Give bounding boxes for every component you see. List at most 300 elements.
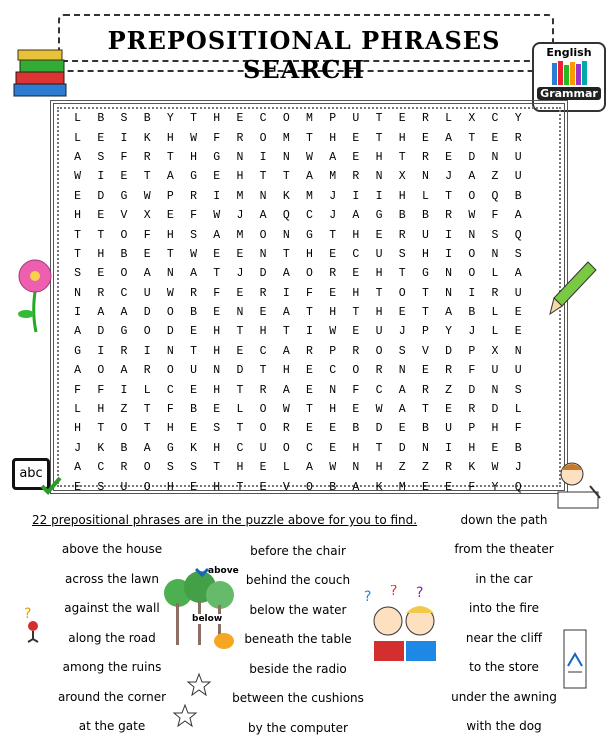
grid-letter[interactable]: H (213, 344, 221, 358)
grid-letter[interactable]: B (97, 112, 105, 126)
grid-letter[interactable]: V (282, 480, 290, 494)
grid-letter[interactable]: L (74, 131, 82, 145)
grid-letter[interactable]: R (143, 150, 151, 164)
grid-letter[interactable]: S (514, 247, 522, 261)
grid-letter[interactable]: E (166, 209, 174, 223)
grid-letter[interactable]: H (74, 209, 82, 223)
grid-letter[interactable]: E (421, 131, 429, 145)
grid-letter[interactable]: R (352, 344, 360, 358)
grid-letter[interactable]: T (74, 228, 82, 242)
grid-letter[interactable]: U (421, 228, 429, 242)
grid-letter[interactable]: F (514, 422, 522, 436)
grid-letter[interactable]: I (97, 344, 105, 358)
grid-letter[interactable]: G (120, 189, 128, 203)
grid-letter[interactable]: R (445, 364, 453, 378)
grid-letter[interactable]: A (120, 306, 128, 320)
grid-letter[interactable]: R (259, 286, 267, 300)
grid-letter[interactable]: R (120, 461, 128, 475)
grid-letter[interactable]: B (514, 189, 522, 203)
grid-letter[interactable]: E (491, 131, 499, 145)
grid-letter[interactable]: C (329, 364, 337, 378)
grid-letter[interactable]: N (236, 150, 244, 164)
grid-letter[interactable]: H (166, 422, 174, 436)
grid-letter[interactable]: E (97, 267, 105, 281)
grid-letter[interactable]: C (306, 441, 313, 455)
grid-letter[interactable]: Y (491, 480, 499, 494)
grid-letter[interactable]: L (514, 403, 522, 417)
grid-letter[interactable]: O (282, 112, 290, 126)
grid-letter[interactable]: E (352, 267, 360, 281)
grid-letter[interactable]: T (259, 170, 267, 184)
grid-letter[interactable]: O (398, 286, 406, 300)
grid-letter[interactable]: P (421, 325, 429, 339)
grid-letter[interactable]: K (468, 461, 476, 475)
grid-letter[interactable]: W (282, 403, 290, 417)
grid-letter[interactable]: F (213, 131, 221, 145)
grid-letter[interactable]: E (213, 247, 221, 261)
grid-letter[interactable]: D (259, 267, 267, 281)
grid-letter[interactable]: Z (445, 383, 453, 397)
grid-letter[interactable]: E (352, 403, 360, 417)
grid-letter[interactable]: J (398, 325, 406, 339)
grid-letter[interactable]: Z (120, 403, 128, 417)
grid-letter[interactable]: T (143, 170, 151, 184)
grid-letter[interactable]: R (421, 383, 429, 397)
grid-letter[interactable]: D (398, 441, 406, 455)
grid-letter[interactable]: A (190, 267, 197, 281)
grid-letter[interactable]: R (259, 383, 267, 397)
grid-letter[interactable]: N (236, 306, 244, 320)
grid-letter[interactable]: E (74, 480, 82, 494)
grid-letter[interactable]: E (213, 170, 221, 184)
grid-letter[interactable]: L (491, 306, 499, 320)
grid-letter[interactable]: D (97, 325, 105, 339)
grid-letter[interactable]: U (514, 286, 522, 300)
grid-letter[interactable]: M (282, 131, 290, 145)
grid-letter[interactable]: E (352, 131, 360, 145)
grid-letter[interactable]: T (421, 403, 429, 417)
grid-letter[interactable]: H (213, 325, 221, 339)
grid-letter[interactable]: W (329, 461, 337, 475)
grid-letter[interactable]: X (468, 112, 476, 126)
grid-letter[interactable]: H (213, 441, 221, 455)
grid-letter[interactable]: T (375, 441, 383, 455)
grid-letter[interactable]: T (282, 247, 290, 261)
grid-letter[interactable]: H (190, 150, 197, 164)
grid-letter[interactable]: I (259, 150, 267, 164)
grid-letter[interactable]: T (97, 228, 105, 242)
grid-letter[interactable]: R (236, 131, 244, 145)
grid-letter[interactable]: W (190, 131, 197, 145)
grid-letter[interactable]: T (306, 403, 313, 417)
grid-letter[interactable]: H (97, 403, 105, 417)
grid-letter[interactable]: O (352, 364, 360, 378)
grid-letter[interactable]: I (120, 383, 128, 397)
grid-letter[interactable]: M (306, 189, 313, 203)
grid-letter[interactable]: R (445, 209, 453, 223)
grid-letter[interactable]: W (143, 189, 151, 203)
grid-letter[interactable]: U (352, 112, 360, 126)
grid-letter[interactable]: N (213, 364, 221, 378)
grid-letter[interactable]: O (97, 364, 105, 378)
grid-letter[interactable]: O (468, 247, 476, 261)
grid-letter[interactable]: B (352, 422, 360, 436)
grid-letter[interactable]: A (329, 150, 337, 164)
grid-letter[interactable]: O (375, 344, 383, 358)
grid-letter[interactable]: E (329, 286, 337, 300)
grid-letter[interactable]: T (190, 112, 197, 126)
grid-letter[interactable]: D (375, 422, 383, 436)
grid-letter[interactable]: S (166, 461, 174, 475)
grid-letter[interactable]: H (352, 286, 360, 300)
grid-letter[interactable]: B (190, 403, 197, 417)
grid-letter[interactable]: N (491, 383, 499, 397)
grid-letter[interactable]: T (306, 131, 313, 145)
grid-letter[interactable]: P (329, 112, 337, 126)
grid-letter[interactable]: L (74, 403, 82, 417)
grid-letter[interactable]: E (514, 325, 522, 339)
grid-letter[interactable]: N (421, 170, 429, 184)
grid-letter[interactable]: T (375, 112, 383, 126)
grid-letter[interactable]: G (74, 344, 82, 358)
grid-letter[interactable]: Q (514, 228, 522, 242)
grid-letter[interactable]: T (398, 267, 406, 281)
grid-letter[interactable]: I (445, 228, 453, 242)
grid-letter[interactable]: E (329, 441, 337, 455)
grid-letter[interactable]: U (375, 247, 383, 261)
grid-letter[interactable]: G (190, 170, 197, 184)
grid-letter[interactable]: U (190, 364, 197, 378)
grid-letter[interactable]: I (282, 286, 290, 300)
grid-letter[interactable]: Z (398, 461, 406, 475)
grid-letter[interactable]: E (236, 344, 244, 358)
grid-letter[interactable]: B (468, 306, 476, 320)
grid-letter[interactable]: F (468, 480, 476, 494)
grid-letter[interactable]: M (329, 170, 337, 184)
grid-letter[interactable]: T (352, 306, 360, 320)
grid-letter[interactable]: Y (166, 112, 174, 126)
grid-letter[interactable]: H (74, 422, 82, 436)
grid-letter[interactable]: L (74, 112, 82, 126)
grid-letter[interactable]: M (236, 228, 244, 242)
grid-letter[interactable]: A (282, 306, 290, 320)
grid-letter[interactable]: N (282, 150, 290, 164)
grid-letter[interactable]: C (259, 112, 267, 126)
grid-letter[interactable]: N (421, 441, 429, 455)
grid-letter[interactable]: N (445, 286, 453, 300)
grid-letter[interactable]: Q (514, 480, 522, 494)
grid-letter[interactable]: T (236, 383, 244, 397)
grid-letter[interactable]: O (259, 228, 267, 242)
grid-letter[interactable]: N (74, 286, 82, 300)
grid-letter[interactable]: Y (514, 112, 522, 126)
grid-letter[interactable]: G (166, 441, 174, 455)
grid-letter[interactable]: W (190, 247, 197, 261)
grid-letter[interactable]: D (143, 306, 151, 320)
grid-letter[interactable]: A (514, 267, 522, 281)
grid-letter[interactable]: R (329, 267, 337, 281)
grid-letter[interactable]: H (491, 422, 499, 436)
grid-letter[interactable]: G (421, 267, 429, 281)
grid-letter[interactable]: M (398, 480, 406, 494)
grid-letter[interactable]: E (352, 150, 360, 164)
grid-letter[interactable]: U (445, 422, 453, 436)
grid-letter[interactable]: I (468, 286, 476, 300)
grid-letter[interactable]: I (143, 344, 151, 358)
grid-letter[interactable]: W (468, 209, 476, 223)
grid-letter[interactable]: O (166, 306, 174, 320)
grid-letter[interactable]: R (190, 286, 197, 300)
grid-letter[interactable]: F (74, 383, 82, 397)
grid-letter[interactable]: J (329, 189, 337, 203)
grid-letter[interactable]: H (398, 189, 406, 203)
grid-letter[interactable]: E (398, 422, 406, 436)
grid-letter[interactable]: F (306, 286, 313, 300)
grid-letter[interactable]: G (120, 325, 128, 339)
grid-letter[interactable]: E (143, 247, 151, 261)
grid-letter[interactable]: W (306, 150, 313, 164)
grid-letter[interactable]: Q (491, 189, 499, 203)
grid-letter[interactable]: U (491, 364, 499, 378)
grid-letter[interactable]: H (421, 247, 429, 261)
grid-letter[interactable]: N (375, 170, 383, 184)
grid-letter[interactable]: K (375, 480, 383, 494)
grid-letter[interactable]: R (306, 344, 313, 358)
grid-letter[interactable]: M (236, 189, 244, 203)
grid-letter[interactable]: R (421, 112, 429, 126)
grid-letter[interactable]: F (213, 286, 221, 300)
grid-letter[interactable]: T (468, 131, 476, 145)
grid-letter[interactable]: U (375, 325, 383, 339)
grid-letter[interactable]: O (166, 364, 174, 378)
grid-letter[interactable]: I (445, 247, 453, 261)
grid-letter[interactable]: H (398, 131, 406, 145)
grid-letter[interactable]: H (213, 112, 221, 126)
grid-letter[interactable]: C (97, 461, 105, 475)
grid-letter[interactable]: F (468, 364, 476, 378)
grid-letter[interactable]: N (282, 228, 290, 242)
grid-letter[interactable]: D (468, 150, 476, 164)
grid-letter[interactable]: Z (421, 461, 429, 475)
grid-letter[interactable]: H (282, 364, 290, 378)
grid-letter[interactable]: E (190, 383, 197, 397)
grid-letter[interactable]: T (282, 325, 290, 339)
grid-letter[interactable]: S (97, 150, 105, 164)
grid-letter[interactable]: N (445, 267, 453, 281)
grid-letter[interactable]: A (306, 461, 313, 475)
grid-letter[interactable]: E (213, 403, 221, 417)
grid-letter[interactable]: T (166, 150, 174, 164)
grid-letter[interactable]: L (143, 383, 151, 397)
grid-letter[interactable]: A (282, 344, 290, 358)
grid-letter[interactable]: E (259, 480, 267, 494)
grid-letter[interactable]: N (259, 247, 267, 261)
grid-letter[interactable]: C (166, 383, 174, 397)
grid-letter[interactable]: T (213, 267, 221, 281)
grid-letter[interactable]: N (468, 228, 476, 242)
grid-letter[interactable]: S (74, 267, 82, 281)
grid-letter[interactable]: I (445, 441, 453, 455)
grid-letter[interactable]: E (259, 461, 267, 475)
grid-letter[interactable]: I (352, 189, 360, 203)
grid-letter[interactable]: E (236, 112, 244, 126)
grid-letter[interactable]: A (213, 228, 221, 242)
grid-letter[interactable]: E (352, 325, 360, 339)
grid-letter[interactable]: R (398, 228, 406, 242)
grid-letter[interactable]: A (398, 403, 406, 417)
grid-letter[interactable]: A (74, 461, 82, 475)
grid-letter[interactable]: O (259, 422, 267, 436)
grid-letter[interactable]: H (375, 461, 383, 475)
grid-letter[interactable]: L (236, 403, 244, 417)
grid-letter[interactable]: E (329, 247, 337, 261)
grid-letter[interactable]: E (398, 306, 406, 320)
grid-letter[interactable]: N (514, 344, 522, 358)
grid-letter[interactable]: K (143, 131, 151, 145)
grid-letter[interactable]: H (375, 306, 383, 320)
grid-letter[interactable]: G (213, 150, 221, 164)
grid-letter[interactable]: T (213, 461, 221, 475)
grid-letter[interactable]: T (421, 306, 429, 320)
grid-letter[interactable]: Q (282, 209, 290, 223)
grid-letter[interactable]: B (120, 247, 128, 261)
grid-letter[interactable]: A (398, 383, 406, 397)
grid-letter[interactable]: R (445, 461, 453, 475)
grid-letter[interactable]: X (143, 209, 151, 223)
grid-letter[interactable]: T (398, 150, 406, 164)
grid-letter[interactable]: G (306, 228, 313, 242)
grid-letter[interactable]: R (514, 131, 522, 145)
grid-letter[interactable]: F (166, 403, 174, 417)
grid-letter[interactable]: I (213, 189, 221, 203)
grid-letter[interactable]: O (468, 189, 476, 203)
grid-letter[interactable]: E (398, 112, 406, 126)
grid-letter[interactable]: E (190, 422, 197, 436)
grid-letter[interactable]: H (213, 480, 221, 494)
grid-letter[interactable]: A (445, 131, 453, 145)
grid-letter[interactable]: I (375, 189, 383, 203)
grid-letter[interactable]: T (236, 325, 244, 339)
grid-letter[interactable]: A (74, 325, 82, 339)
grid-letter[interactable]: N (166, 344, 174, 358)
grid-letter[interactable]: X (398, 170, 406, 184)
grid-letter[interactable]: W (166, 286, 174, 300)
grid-letter[interactable]: C (491, 112, 499, 126)
grid-letter[interactable]: B (120, 441, 128, 455)
grid-letter[interactable]: F (120, 150, 128, 164)
grid-letter[interactable]: C (375, 383, 383, 397)
grid-letter[interactable]: A (97, 306, 105, 320)
grid-letter[interactable]: R (282, 422, 290, 436)
grid-letter[interactable]: F (352, 383, 360, 397)
grid-letter[interactable]: E (445, 150, 453, 164)
grid-letter[interactable]: T (143, 422, 151, 436)
grid-letter[interactable]: J (74, 441, 82, 455)
grid-letter[interactable]: H (352, 228, 360, 242)
grid-letter[interactable]: S (398, 247, 406, 261)
grid-letter[interactable]: A (120, 364, 128, 378)
grid-letter[interactable]: F (491, 209, 499, 223)
grid-letter[interactable]: O (143, 325, 151, 339)
grid-letter[interactable]: C (306, 209, 313, 223)
grid-letter[interactable]: B (421, 209, 429, 223)
grid-letter[interactable]: R (491, 286, 499, 300)
grid-letter[interactable]: A (468, 170, 476, 184)
grid-letter[interactable]: Y (445, 325, 453, 339)
grid-letter[interactable]: T (236, 422, 244, 436)
grid-letter[interactable]: A (259, 209, 267, 223)
grid-letter[interactable]: H (213, 383, 221, 397)
grid-letter[interactable]: H (166, 480, 174, 494)
grid-letter[interactable]: J (329, 209, 337, 223)
grid-letter[interactable]: W (491, 461, 499, 475)
grid-letter[interactable]: E (421, 364, 429, 378)
grid-letter[interactable]: A (143, 441, 151, 455)
grid-letter[interactable]: I (120, 131, 128, 145)
grid-letter[interactable]: N (166, 267, 174, 281)
grid-letter[interactable]: H (236, 170, 244, 184)
grid-letter[interactable]: W (74, 170, 82, 184)
grid-letter[interactable]: I (97, 170, 105, 184)
grid-letter[interactable]: H (329, 131, 337, 145)
grid-letter[interactable]: E (190, 480, 197, 494)
grid-letter[interactable]: H (259, 325, 267, 339)
grid-letter[interactable]: S (97, 480, 105, 494)
grid-letter[interactable]: Z (491, 170, 499, 184)
grid-letter[interactable]: T (375, 286, 383, 300)
grid-letter[interactable]: U (514, 364, 522, 378)
grid-letter[interactable]: H (306, 247, 313, 261)
grid-letter[interactable]: T (166, 247, 174, 261)
grid-letter[interactable]: K (282, 189, 290, 203)
grid-letter[interactable]: E (306, 364, 313, 378)
grid-letter[interactable]: A (74, 150, 82, 164)
grid-letter[interactable]: J (514, 461, 522, 475)
grid-letter[interactable]: D (468, 383, 476, 397)
grid-letter[interactable]: H (375, 150, 383, 164)
grid-letter[interactable]: H (375, 267, 383, 281)
grid-letter[interactable]: E (421, 480, 429, 494)
grid-letter[interactable]: J (445, 170, 453, 184)
grid-letter[interactable]: E (329, 422, 337, 436)
grid-letter[interactable]: E (306, 383, 313, 397)
grid-letter[interactable]: G (375, 209, 383, 223)
grid-letter[interactable]: S (514, 383, 522, 397)
grid-letter[interactable]: E (213, 306, 221, 320)
grid-letter[interactable]: T (329, 228, 337, 242)
grid-letter[interactable]: H (468, 441, 476, 455)
grid-letter[interactable]: O (306, 480, 313, 494)
grid-letter[interactable]: L (491, 325, 499, 339)
grid-letter[interactable]: S (190, 228, 197, 242)
grid-letter[interactable]: S (120, 112, 128, 126)
grid-letter[interactable]: U (514, 150, 522, 164)
grid-letter[interactable]: E (491, 441, 499, 455)
grid-letter[interactable]: V (120, 209, 128, 223)
grid-letter[interactable]: F (97, 383, 105, 397)
grid-letter[interactable]: T (282, 170, 290, 184)
grid-letter[interactable]: R (468, 403, 476, 417)
grid-letter[interactable]: E (445, 403, 453, 417)
grid-letter[interactable]: D (97, 189, 105, 203)
grid-letter[interactable]: A (143, 267, 151, 281)
grid-letter[interactable]: U (514, 170, 522, 184)
grid-letter[interactable]: R (143, 364, 151, 378)
grid-letter[interactable]: H (329, 403, 337, 417)
grid-letter[interactable]: P (166, 189, 174, 203)
grid-letter[interactable]: M (306, 112, 313, 126)
grid-letter[interactable]: J (236, 209, 244, 223)
